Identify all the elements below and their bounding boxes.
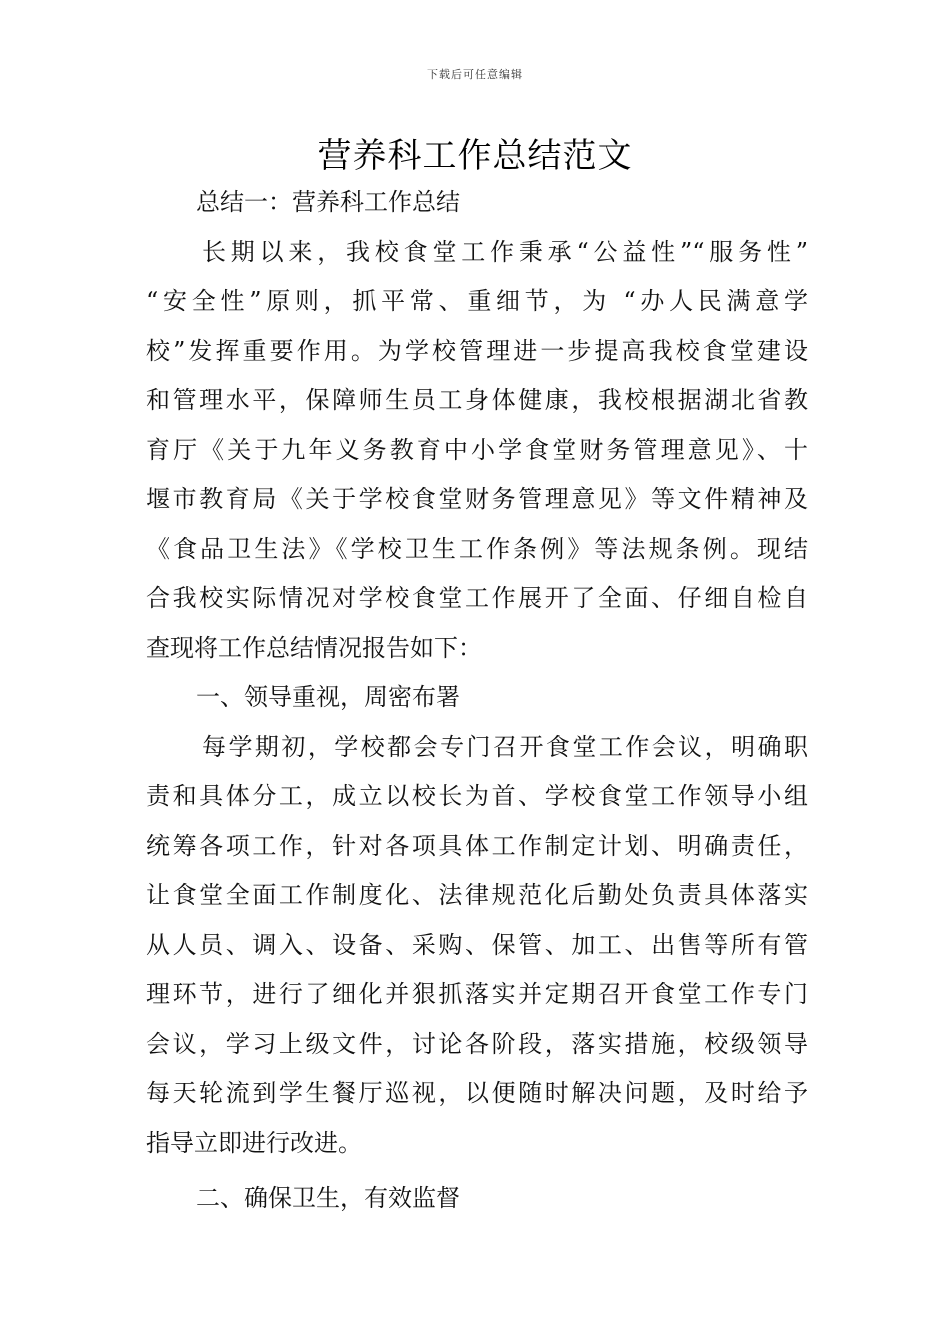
paragraph-line: 责和具体分工，成立以校长为首、学校食堂工作领导小组 [146,782,808,810]
paragraph-line: 《食品卫生法》《学校卫生工作条例》等法规条例。现结 [146,534,808,563]
paragraph-line: 会议，学习上级文件，讨论各阶段，落实措施，校级领导 [146,1029,808,1058]
header-note: 下载后可任意编辑 [427,68,523,81]
document-title: 营养科工作总结范文 [317,136,633,176]
section-heading-1: 一、领导重视，周密布署 [196,683,460,711]
paragraph-line: 查现将工作总结情况报告如下： [146,633,482,662]
paragraph-line: “安全性”原则，抓平常、重细节，为 “办人民满意学 [146,287,808,315]
paragraph-line: 每天轮流到学生餐厅巡视，以便随时解决问题，及时给予 [146,1079,808,1107]
paragraph-line: 合我校实际情况对学校食堂工作展开了全面、仔细自检自 [146,584,808,612]
section-subtitle: 总结一：营养科工作总结 [196,188,460,216]
paragraph-line: 堰市教育局《关于学校食堂财务管理意见》等文件精神及 [146,485,808,513]
paragraph-line: 校”发挥重要作用。为学校管理进一步提高我校食堂建设 [146,336,808,365]
paragraph-line: 长期以来，我校食堂工作秉承“公益性”“服务性” [202,237,808,266]
paragraph-line: 每学期初，学校都会专门召开食堂工作会议，明确职 [202,732,808,761]
paragraph-line: 育厅《关于九年义务教育中小学食堂财务管理意见》、十 [146,435,808,464]
document-body [146,178,808,1224]
paragraph-line: 和管理水平，保障师生员工身体健康，我校根据湖北省教 [146,386,808,414]
paragraph-line: 从人员、调入、设备、采购、保管、加工、出售等所有管 [146,930,808,959]
paragraph-line: 统筹各项工作，针对各项具体工作制定计划、明确责任， [146,831,808,860]
paragraph-line: 让食堂全面工作制度化、法律规范化后勤处负责具体落实 [146,881,808,909]
section-heading-2: 二、确保卫生，有效监督 [196,1184,460,1212]
paragraph-line: 理环节，进行了细化并狠抓落实并定期召开食堂工作专门 [146,980,808,1008]
paragraph-line: 指导立即进行改进。 [146,1128,362,1157]
